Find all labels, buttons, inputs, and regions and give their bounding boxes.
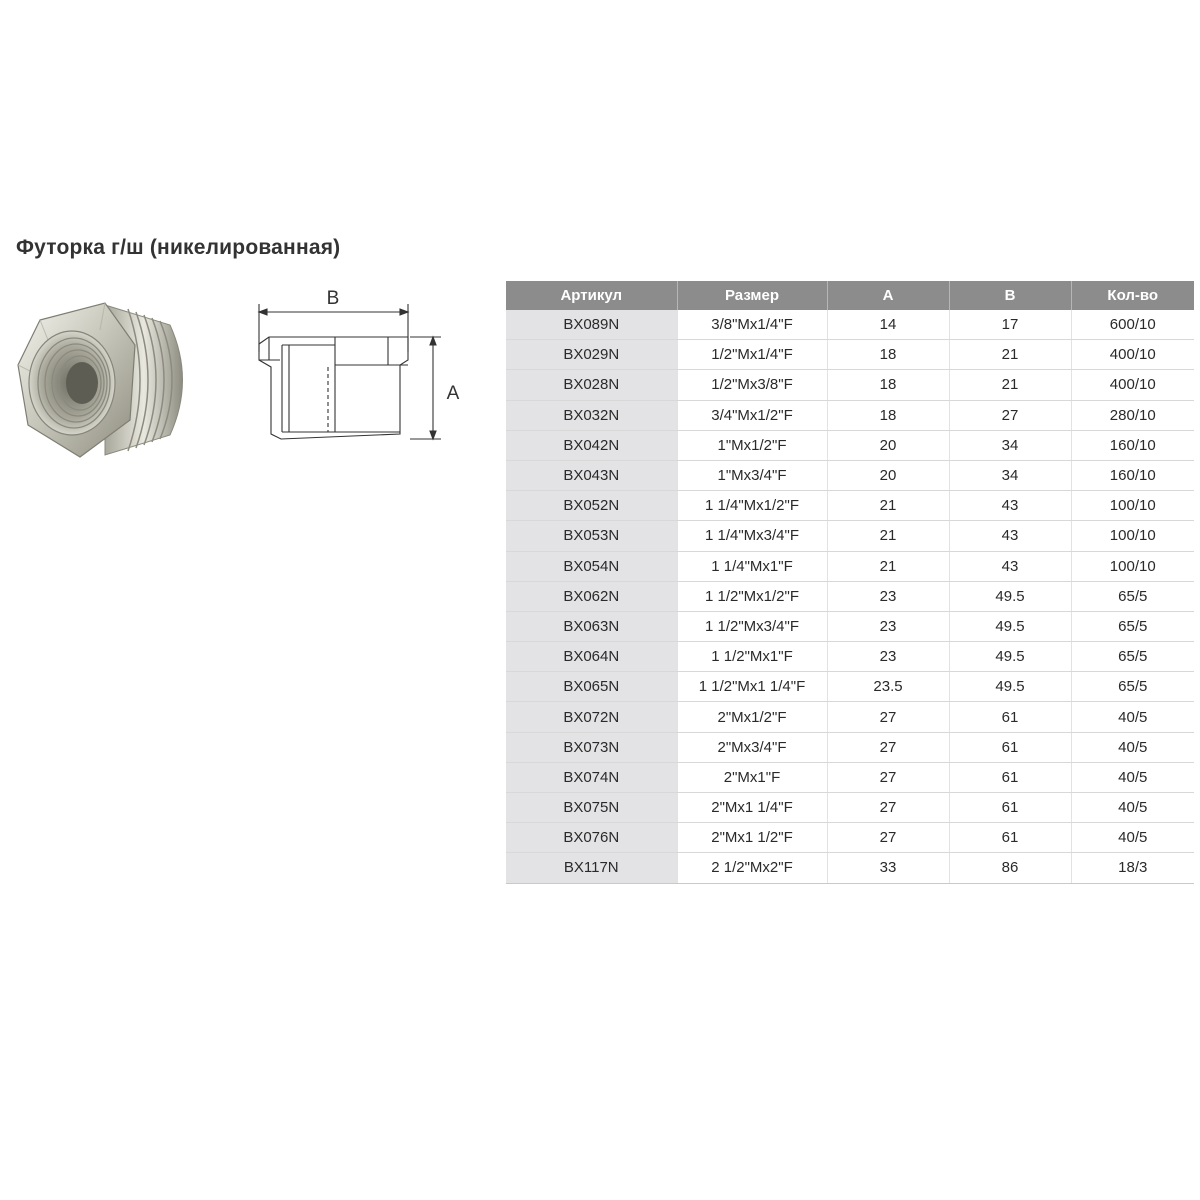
- table-row: [506, 310, 1194, 340]
- cell-size: 3/8"Mx1/4"F: [677, 310, 827, 340]
- table-header-row: [506, 281, 1194, 310]
- cell-size: 1/2"Mx3/8"F: [677, 370, 827, 400]
- cell-b: 34: [949, 460, 1071, 490]
- cell-a: 23.5: [827, 672, 949, 702]
- cell-a: 27: [827, 762, 949, 792]
- cell-quantity: 18/3: [1071, 853, 1194, 883]
- cell-size: 1 1/2"Mx1/2"F: [677, 581, 827, 611]
- cell-quantity: 100/10: [1071, 521, 1194, 551]
- cell-a: 21: [827, 521, 949, 551]
- table-row: [506, 460, 1194, 490]
- cell-b: 17: [949, 310, 1071, 340]
- cell-article: BX074N: [506, 762, 677, 792]
- cell-size: 1 1/4"Mx1/2"F: [677, 491, 827, 521]
- cell-a: 27: [827, 823, 949, 853]
- cell-quantity: 65/5: [1071, 581, 1194, 611]
- cell-a: 14: [827, 310, 949, 340]
- table-row: [506, 823, 1194, 853]
- cell-article: BX062N: [506, 581, 677, 611]
- cell-a: 18: [827, 340, 949, 370]
- cell-quantity: 160/10: [1071, 430, 1194, 460]
- cell-article: BX064N: [506, 642, 677, 672]
- cell-size: 2 1/2"Mx2"F: [677, 853, 827, 883]
- product-photo: [10, 285, 200, 475]
- table-row: [506, 762, 1194, 792]
- cell-quantity: 600/10: [1071, 310, 1194, 340]
- cell-quantity: 65/5: [1071, 642, 1194, 672]
- table-row: [506, 732, 1194, 762]
- cell-b: 43: [949, 521, 1071, 551]
- cell-quantity: 400/10: [1071, 370, 1194, 400]
- cell-b: 49.5: [949, 642, 1071, 672]
- cell-quantity: 40/5: [1071, 823, 1194, 853]
- cell-article: BX076N: [506, 823, 677, 853]
- cell-quantity: 280/10: [1071, 400, 1194, 430]
- cell-b: 61: [949, 823, 1071, 853]
- cell-size: 1 1/2"Mx3/4"F: [677, 611, 827, 641]
- cell-article: BX054N: [506, 551, 677, 581]
- cell-quantity: 65/5: [1071, 672, 1194, 702]
- dimension-label-a: A: [446, 383, 460, 404]
- header-quantity: Кол-во: [1071, 281, 1194, 310]
- cell-article: BX089N: [506, 310, 677, 340]
- cell-b: 49.5: [949, 581, 1071, 611]
- cell-size: 1 1/4"Mx3/4"F: [677, 521, 827, 551]
- cell-quantity: 65/5: [1071, 611, 1194, 641]
- cell-quantity: 40/5: [1071, 732, 1194, 762]
- cell-b: 86: [949, 853, 1071, 883]
- cell-article: BX117N: [506, 853, 677, 883]
- cell-article: BX075N: [506, 793, 677, 823]
- product-title: Футорка г/ш (никелированная): [16, 236, 341, 259]
- cell-quantity: 100/10: [1071, 551, 1194, 581]
- table-row: [506, 672, 1194, 702]
- cell-quantity: 40/5: [1071, 793, 1194, 823]
- table-row: [506, 340, 1194, 370]
- cell-a: 18: [827, 370, 949, 400]
- cell-size: 1"Mx3/4"F: [677, 460, 827, 490]
- cell-size: 1 1/2"Mx1"F: [677, 642, 827, 672]
- header-article: Артикул: [506, 281, 677, 310]
- spec-table: [506, 281, 1194, 884]
- cell-a: 20: [827, 430, 949, 460]
- cell-article: BX072N: [506, 702, 677, 732]
- cell-b: 61: [949, 793, 1071, 823]
- table-body: [506, 310, 1194, 883]
- cell-b: 49.5: [949, 611, 1071, 641]
- cell-article: BX073N: [506, 732, 677, 762]
- cell-quantity: 400/10: [1071, 340, 1194, 370]
- cell-article: BX052N: [506, 491, 677, 521]
- cell-b: 43: [949, 491, 1071, 521]
- table-row: [506, 430, 1194, 460]
- cell-article: BX065N: [506, 672, 677, 702]
- cell-size: 3/4"Mx1/2"F: [677, 400, 827, 430]
- cell-article: BX042N: [506, 430, 677, 460]
- header-a: A: [827, 281, 949, 310]
- cell-article: BX032N: [506, 400, 677, 430]
- cell-a: 23: [827, 642, 949, 672]
- cell-a: 27: [827, 702, 949, 732]
- cell-size: 1"Mx1/2"F: [677, 430, 827, 460]
- table-row: [506, 551, 1194, 581]
- table-row: [506, 642, 1194, 672]
- cell-b: 43: [949, 551, 1071, 581]
- table-row: [506, 611, 1194, 641]
- table-row: [506, 491, 1194, 521]
- table-row: [506, 370, 1194, 400]
- cell-b: 61: [949, 702, 1071, 732]
- cell-a: 33: [827, 853, 949, 883]
- cell-quantity: 160/10: [1071, 460, 1194, 490]
- cell-a: 21: [827, 491, 949, 521]
- cell-article: BX063N: [506, 611, 677, 641]
- cell-size: 2"Mx1 1/2"F: [677, 823, 827, 853]
- cell-size: 2"Mx3/4"F: [677, 732, 827, 762]
- cell-size: 1 1/2"Mx1 1/4"F: [677, 672, 827, 702]
- table-row: [506, 581, 1194, 611]
- cell-quantity: 100/10: [1071, 491, 1194, 521]
- table-row: [506, 702, 1194, 732]
- cell-b: 49.5: [949, 672, 1071, 702]
- cell-a: 27: [827, 732, 949, 762]
- table-row: [506, 853, 1194, 883]
- cell-b: 27: [949, 400, 1071, 430]
- cell-article: BX029N: [506, 340, 677, 370]
- cell-b: 34: [949, 430, 1071, 460]
- cell-size: 1/2"Mx1/4"F: [677, 340, 827, 370]
- cell-article: BX053N: [506, 521, 677, 551]
- cell-quantity: 40/5: [1071, 762, 1194, 792]
- table-row: [506, 400, 1194, 430]
- cell-a: 21: [827, 551, 949, 581]
- dimension-label-b: B: [326, 288, 340, 309]
- table-row: [506, 521, 1194, 551]
- header-size: Размер: [677, 281, 827, 310]
- table-row: [506, 793, 1194, 823]
- cell-b: 21: [949, 340, 1071, 370]
- cell-b: 61: [949, 762, 1071, 792]
- cell-a: 18: [827, 400, 949, 430]
- dimension-drawing: [245, 282, 475, 452]
- cell-a: 20: [827, 460, 949, 490]
- cell-a: 23: [827, 611, 949, 641]
- cell-a: 23: [827, 581, 949, 611]
- cell-b: 61: [949, 732, 1071, 762]
- cell-size: 2"Mx1 1/4"F: [677, 793, 827, 823]
- cell-size: 2"Mx1/2"F: [677, 702, 827, 732]
- cell-quantity: 40/5: [1071, 702, 1194, 732]
- cell-size: 1 1/4"Mx1"F: [677, 551, 827, 581]
- cell-article: BX043N: [506, 460, 677, 490]
- cell-b: 21: [949, 370, 1071, 400]
- cell-article: BX028N: [506, 370, 677, 400]
- cell-a: 27: [827, 793, 949, 823]
- header-b: B: [949, 281, 1071, 310]
- cell-size: 2"Mx1"F: [677, 762, 827, 792]
